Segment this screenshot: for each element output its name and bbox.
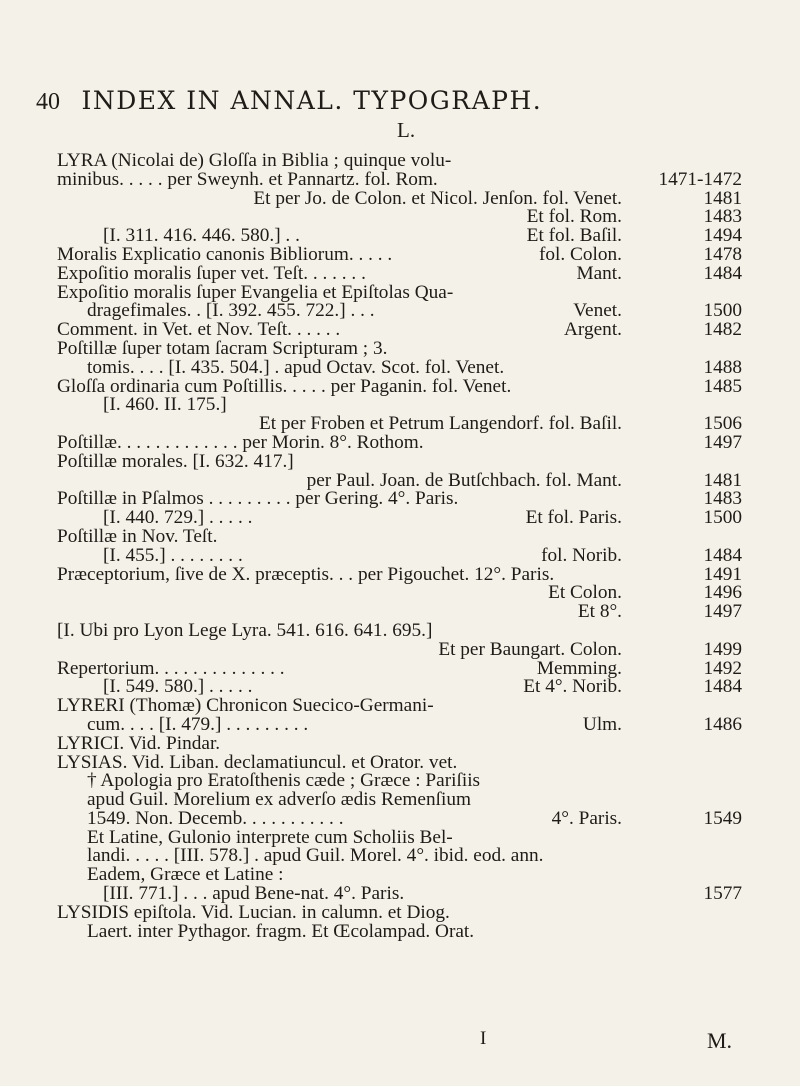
index-line	[57, 450, 742, 472]
entry-year: 1482	[703, 319, 742, 341]
entry-text: 1549. Non. Decemb. . . . . . . . . . .	[87, 807, 344, 829]
entry-year: 1483	[703, 206, 742, 228]
index-line	[57, 807, 742, 829]
entry-text: [I. Ubi pro Lyon Lege Lyra. 541. 616. 641. 695.]	[57, 619, 433, 641]
entry-text: Præceptorium, ſive de X. præceptis. . . per Pigouchet. 12°. Paris.	[57, 563, 555, 585]
entry-year: 1484	[703, 676, 742, 698]
entry-year: 1485	[703, 375, 742, 397]
index-line	[57, 187, 742, 209]
entry-year: 1491	[703, 563, 742, 585]
index-line	[57, 732, 742, 754]
entry-year: 1486	[703, 713, 742, 735]
index-line	[57, 168, 742, 190]
entry-imprint: Et Colon.	[548, 582, 622, 604]
entry-year: 1497	[703, 431, 742, 453]
entry-text: LYSIDIS epiſtola. Vid. Lucian. in calumn. et Diog.	[57, 901, 450, 923]
entry-year: 1499	[703, 638, 742, 660]
entry-year: 1483	[703, 488, 742, 510]
entry-year: 1481	[703, 187, 742, 209]
entry-text: apud Guil. Morelium ex adverſo ædis Remenſium	[87, 789, 471, 811]
entry-text: landi. . . . . [III. 578.] . apud Guil. Morel. 4°. ibid. eod. ann.	[87, 845, 544, 867]
entry-imprint: Ulm.	[582, 713, 622, 735]
entry-year: 1492	[703, 657, 742, 679]
entry-text: [I. 460. II. 175.]	[103, 394, 227, 416]
entry-year: 1496	[703, 582, 742, 604]
entry-imprint: Et fol. Baſil.	[526, 225, 622, 247]
index-line	[57, 619, 742, 641]
index-line	[57, 262, 742, 284]
entry-text: LYSIAS. Vid. Liban. declamatiuncul. et Orator. vet.	[57, 751, 458, 773]
entry-year: 1481	[703, 469, 742, 491]
entry-text: [III. 771.] . . . apud Bene-nat. 4°. Paris.	[103, 883, 405, 905]
index-line	[57, 713, 742, 735]
index-line	[57, 243, 742, 265]
entry-year: 1471-1472	[658, 168, 742, 190]
entry-text: Poſtillæ ſuper totam ſacram Scripturam ; 3.	[57, 337, 388, 359]
index-line	[57, 544, 742, 566]
entry-year: 1484	[703, 544, 742, 566]
page-number: 40	[36, 89, 60, 115]
entry-text: Poſtillæ in Pſalmos . . . . . . . . . per Gering. 4°. Paris.	[57, 488, 459, 510]
index-line	[57, 563, 742, 585]
entry-text: cum. . . . [I. 479.] . . . . . . . . .	[87, 713, 309, 735]
entry-text: Expoſitio moralis ſuper Evangelia et Epiſtolas Qua-	[57, 281, 454, 303]
entry-text: Poſtillæ in Nov. Teſt.	[57, 525, 218, 547]
entry-text: Gloſſa ordinaria cum Poſtillis. . . . . per Paganin. fol. Venet.	[57, 375, 512, 397]
entry-year: 1488	[703, 356, 742, 378]
entry-text: Laert. inter Pythagor. fragm. Et Œcolampad. Orat.	[87, 920, 475, 942]
entry-imprint: Et per Froben et Petrum Langendorf. fol. Baſil.	[258, 413, 622, 435]
entry-imprint: Et fol. Rom.	[526, 206, 622, 228]
entry-text: [I. 311. 416. 446. 580.] . .	[103, 225, 300, 247]
entry-imprint: fol. Norib.	[541, 544, 622, 566]
entry-imprint: Et 4°. Norib.	[523, 676, 622, 698]
entry-text: [I. 440. 729.] . . . . .	[103, 507, 253, 529]
entry-year: 1494	[703, 225, 742, 247]
header-title: INDEX IN ANNAL. TYPOGRAPH.	[81, 86, 543, 115]
entry-text: Comment. in Vet. et Nov. Teſt. . . . . .	[57, 319, 341, 341]
entry-text: Poſtillæ morales. [I. 632. 417.]	[57, 450, 294, 472]
index-line	[57, 525, 742, 547]
signature-mark: I	[480, 1028, 487, 1049]
entry-text: Repertorium. . . . . . . . . . . . . .	[57, 657, 285, 679]
entry-year: 1500	[703, 300, 742, 322]
entry-year: 1478	[703, 243, 742, 265]
entry-imprint: Et fol. Paris.	[525, 507, 622, 529]
entry-text: Moralis Explicatio canonis Bibliorum. . . . .	[57, 243, 393, 265]
entry-imprint: per Paul. Joan. de Butſchbach. fol. Mant.	[306, 469, 622, 491]
entry-text: Poſtillæ. . . . . . . . . . . . . per Morin. 8°. Rothom.	[57, 431, 424, 453]
entry-text: LYRICI. Vid. Pindar.	[57, 732, 221, 754]
entry-year: 1577	[703, 883, 742, 905]
index-line	[57, 431, 742, 453]
entry-text: tomis. . . . [I. 435. 504.] . apud Octav. Scot. fol. Venet.	[87, 356, 505, 378]
running-header	[36, 86, 726, 116]
entry-text: Et Latine, Gulonio interprete cum Scholiis Bel-	[87, 826, 453, 848]
entry-imprint: Venet.	[573, 300, 622, 322]
section-letter: L.	[397, 118, 416, 142]
index-line	[57, 337, 742, 359]
entry-text: † Apologia pro Eratoſthenis cæde ; Græce : Pariſiis	[87, 770, 481, 792]
entry-text: [I. 549. 580.] . . . . .	[103, 676, 253, 698]
entry-year: 1506	[703, 413, 742, 435]
entry-imprint: Et per Baungart. Colon.	[438, 638, 622, 660]
entry-imprint: Mant.	[576, 262, 622, 284]
catchword: M.	[707, 1028, 733, 1053]
entry-text: [I. 455.] . . . . . . . .	[103, 544, 243, 566]
entry-imprint: Et 8°.	[577, 601, 622, 623]
index-line	[57, 638, 742, 660]
entry-imprint: Memming.	[536, 657, 622, 679]
entry-imprint: fol. Colon.	[538, 243, 622, 265]
index-line	[57, 901, 742, 923]
entry-text: LYRERI (Thomæ) Chronicon Suecico-Germani-	[57, 695, 434, 717]
index-body	[57, 152, 742, 941]
entry-imprint: Et per Jo. de Colon. et Nicol. Jenſon. fol. Venet.	[253, 187, 622, 209]
entry-imprint: Argent.	[563, 319, 622, 341]
entry-year: 1484	[703, 262, 742, 284]
entry-text: Eadem, Græce et Latine :	[87, 864, 284, 886]
entry-imprint: 4°. Paris.	[551, 807, 622, 829]
entry-text: dragefimales. . [I. 392. 455. 722.] . . .	[87, 300, 375, 322]
entry-year: 1497	[703, 601, 742, 623]
entry-year: 1500	[703, 507, 742, 529]
index-line	[57, 920, 742, 942]
entry-year: 1549	[703, 807, 742, 829]
entry-text: minibus. . . . . per Sweynh. et Pannartz. fol. Rom.	[57, 168, 438, 190]
entry-text: Expoſitio moralis ſuper vet. Teſt. . . . . . .	[57, 262, 366, 284]
index-line	[57, 584, 742, 603]
index-line	[57, 356, 742, 378]
index-line	[57, 152, 742, 171]
entry-text: LYRA (Nicolai de) Gloſſa in Biblia ; quinque volu-	[57, 150, 452, 171]
